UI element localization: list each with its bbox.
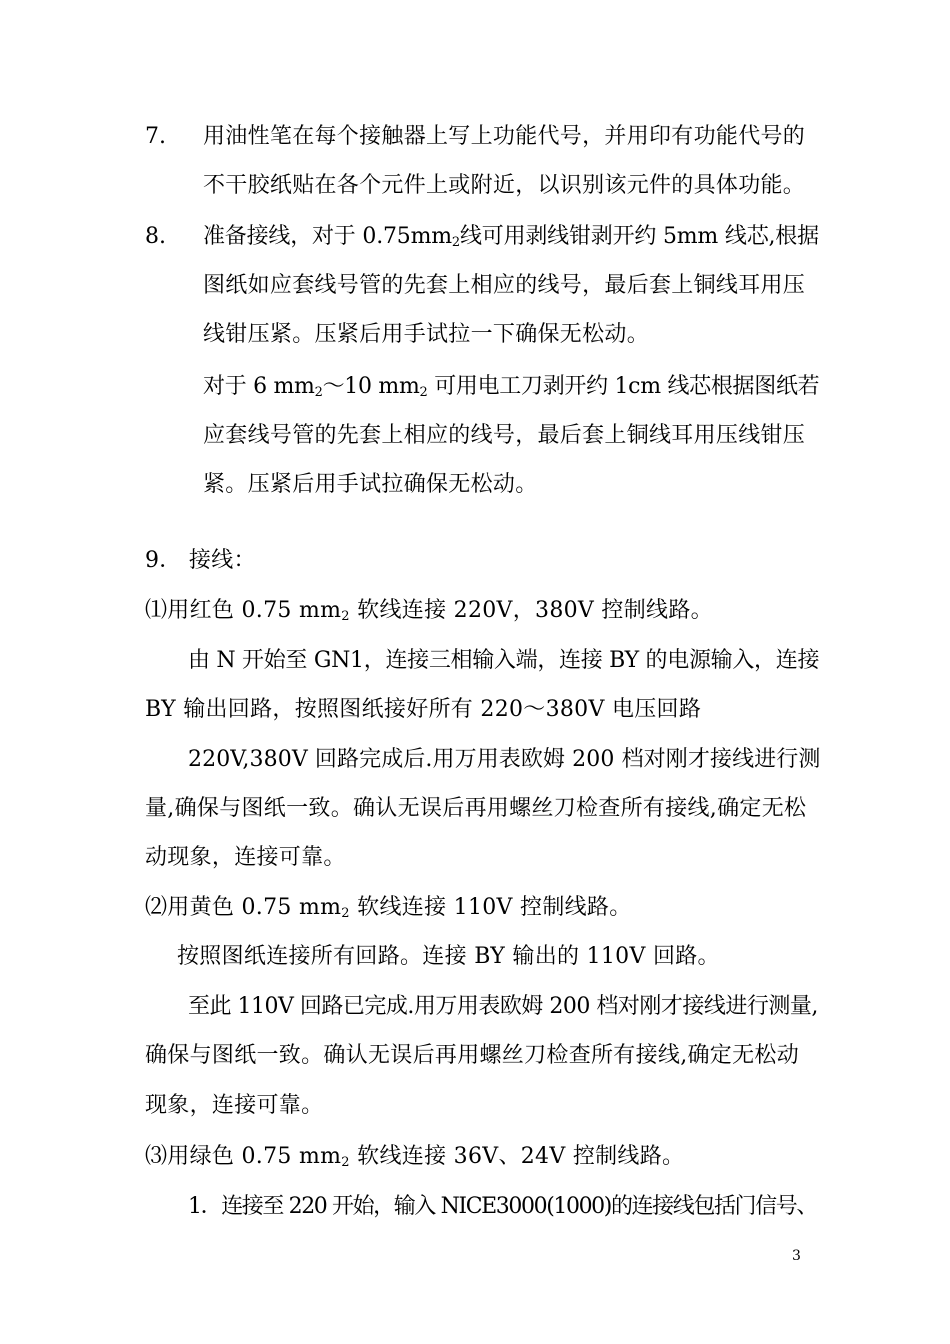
text-segment: ～10 mm xyxy=(322,374,420,399)
paragraph-line: 量,确保与图纸一致。确认无误后再用螺丝刀检查所有接线,确定无松 xyxy=(145,796,807,821)
subscript: 2 xyxy=(314,385,323,400)
subsection-title xyxy=(145,894,632,922)
text-segment: 软线连接 36V、24V 控制线路。 xyxy=(349,1144,685,1169)
paragraph-line: 确保与图纸一致。确认无误后再用螺丝刀检查所有接线,确定无松动 xyxy=(145,1043,799,1068)
paragraph-line: 应套线号管的先套上相应的线号，最后套上铜线耳用压线钳压 xyxy=(203,423,806,448)
paragraph-line: 现象，连接可靠。 xyxy=(145,1093,324,1118)
subscript: 2 xyxy=(341,1155,350,1170)
subscript: 2 xyxy=(341,609,350,624)
paragraph-line xyxy=(203,223,819,251)
text-segment: 软线连接 220V，380V 控制线路。 xyxy=(349,598,713,623)
text-segment: ⑶用绿色 0.75 mm xyxy=(145,1144,342,1169)
text-segment: 对于 6 mm xyxy=(203,374,315,399)
subsection-title xyxy=(145,1143,684,1171)
section-heading: 9． 接线： xyxy=(145,548,256,573)
paragraph-line: 按照图纸连接所有回路。连接 BY 输出的 110V 回路。 xyxy=(177,944,720,969)
subscript: 2 xyxy=(419,385,428,400)
paragraph-line: 由 N 开始至 GN1，连接三相输入端，连接 BY 的电源输入，连接 xyxy=(188,648,820,673)
paragraph-line: 不干胶纸贴在各个元件上或附近，以识别该元件的具体功能。 xyxy=(203,173,806,198)
subscript: 2 xyxy=(451,235,460,250)
paragraph-line: 紧。压紧后用手试拉确保无松动。 xyxy=(203,472,538,497)
item-number: 8. xyxy=(145,224,166,249)
text-segment: 可用电工刀剥开约 1cm 线芯根据图纸若 xyxy=(427,374,820,399)
paragraph-line: BY 输出回路，按照图纸接好所有 220～380V 电压回路 xyxy=(145,697,702,722)
paragraph-line: 线钳压紧。压紧后用手试拉一下确保无松动。 xyxy=(203,322,650,347)
item-number: 7. xyxy=(145,124,166,149)
subscript: 2 xyxy=(341,906,350,921)
text-segment: 准备接线，对于 0.75mm xyxy=(203,224,452,249)
text-segment: 线可用剥线钳剥开约 5mm 线芯,根据 xyxy=(459,224,819,249)
text-segment: ⑵用黄色 0.75 mm xyxy=(145,895,342,920)
paragraph-line: 至此 110V 回路已完成.用万用表欧姆 200 档对刚才接线进行测量, xyxy=(188,994,818,1019)
paragraph-line: 220V,380V 回路完成后.用万用表欧姆 200 档对刚才接线进行测 xyxy=(188,747,821,772)
page-number: 3 xyxy=(792,1248,801,1264)
subsection-title xyxy=(145,597,713,625)
paragraph-line: 用油性笔在每个接触器上写上功能代号，并用印有功能代号的 xyxy=(203,124,806,149)
paragraph-line xyxy=(203,373,819,401)
text-segment: 软线连接 110V 控制线路。 xyxy=(349,895,632,920)
paragraph-line: 动现象，连接可靠。 xyxy=(145,845,346,870)
paragraph-line: 图纸如应套线号管的先套上相应的线号，最后套上铜线耳用压 xyxy=(203,273,806,298)
text-segment: ⑴用红色 0.75 mm xyxy=(145,598,342,623)
paragraph-line: 1．连接至 220 开始，输入 NICE3000(1000)的连接线包括门信号、 xyxy=(188,1194,817,1219)
